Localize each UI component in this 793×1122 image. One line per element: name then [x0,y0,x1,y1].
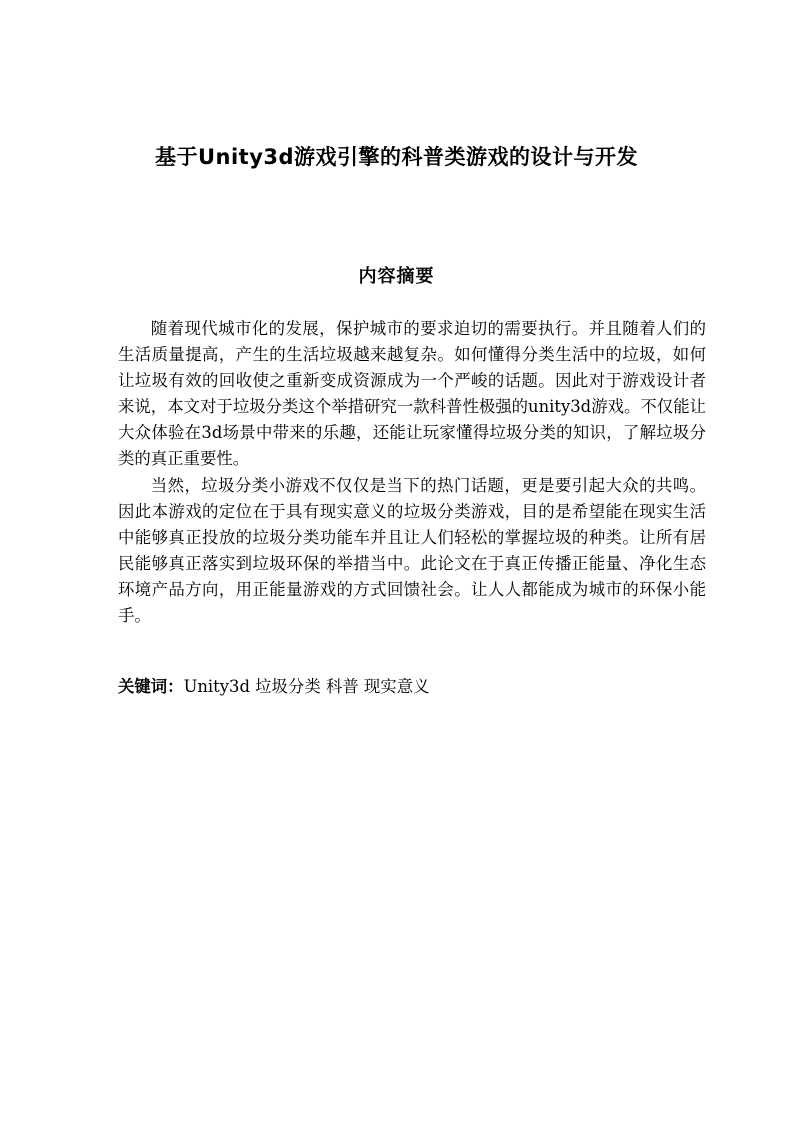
abstract-body [118,316,706,629]
keywords-label: 关键词： [118,677,184,696]
keywords-value: Unity3d 垃圾分类 科普 现实意义 [183,677,430,696]
abstract-paragraph-2: 当然，垃圾分类小游戏不仅仅是当下的热门话题，更是要引起大众的共鸣。因此本游戏的定位在于具有现实意义的垃圾分类游戏，目的是希望能在现实生活中能够真正投放的垃圾分类功能车并且让人们轻松的掌握垃圾的种类。让所有居民能够真正落实到垃圾环保的举措当中。此论文在于真正传播正能量、净化生态环境产品方向，用正能量游戏的方式回馈社会。让人人都能成为城市的环保小能手。 [118,475,706,626]
abstract-paragraph-1: 随着现代城市化的发展，保护城市的要求迫切的需要执行。并且随着人们的生活质量提高，产生的生活垃圾越来越复杂。如何懂得分类生活中的垃圾，如何让垃圾有效的回收使之重新变成资源成为一个严峻的话题。因此对于游戏设计者来说，本文对于垃圾分类这个举措研究一款科普性极强的unity3d游戏。不仅能让大众体验在3d场景中带来的乐趣，还能让玩家懂得垃圾分类的知识，了解垃圾分类的真正重要性。 [118,319,706,469]
keywords-line [118,674,706,700]
document-title: 基于Unity3d游戏引擎的科普类游戏的设计与开发 [154,145,639,169]
abstract-heading: 内容摘要 [358,266,435,287]
